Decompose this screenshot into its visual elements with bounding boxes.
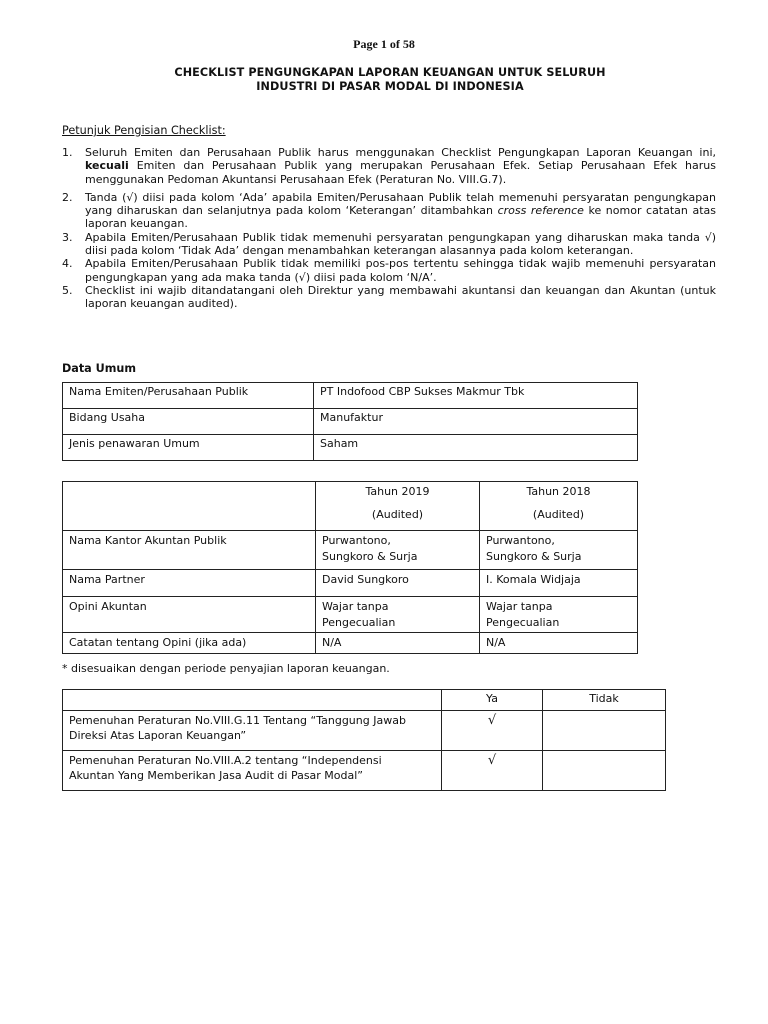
title-line-1: CHECKLIST PENGUNGKAPAN LAPORAN KEUANGAN UNTUK SELURUH: [174, 66, 606, 79]
general-info-label: Nama Emiten/Perusahaan Publik: [63, 383, 314, 409]
audit-value-2019: David Sungkoro: [316, 570, 480, 597]
audit-label: Nama Partner: [63, 570, 316, 597]
header-audited: (Audited): [532, 507, 585, 521]
cell-line: Direksi Atas Laporan Keuangan”: [69, 728, 247, 742]
audit-value-2018: I. Komala Widjaja: [480, 570, 638, 597]
instruction-text: Apabila Emiten/Perusahaan Publik tidak memenuhi persyaratan pengungkapan yang diharuskan maka tanda √) diisi pada kolom ‘Tidak Ada’ dengan menambahkan keterangan alasannya pada kolom keterangan.: [85, 230, 716, 258]
instruction-number: 4.: [62, 257, 73, 271]
instruction-italic: cross reference: [497, 204, 584, 218]
table-row: [63, 711, 666, 751]
cell-line: Sungkoro & Surja: [486, 549, 582, 563]
instruction-number: 5.: [62, 283, 73, 297]
general-info-value: Saham: [314, 435, 638, 461]
instruction-text: Checklist ini wajib ditandatangani oleh Direktur yang membawahi akuntansi dan keuangan dan Akuntan (untuk laporan keuangan audited).: [85, 283, 716, 311]
instruction-item: [62, 146, 716, 186]
ya-check-cell: √: [442, 711, 543, 751]
table-header-row: [63, 482, 638, 531]
cell-line: Pengecualian: [486, 615, 560, 629]
compliance-item: [63, 711, 442, 751]
general-info-label: Bidang Usaha: [63, 409, 314, 435]
instruction-emphasis: kecuali: [85, 159, 129, 173]
table-row: [63, 597, 638, 633]
table-header-row: [63, 690, 666, 711]
tidak-check-cell: [543, 751, 666, 791]
header-year: Tahun 2019: [365, 485, 430, 498]
cell-line: Pemenuhan Peraturan No.VIII.A.2 tentang “Independensi: [69, 754, 382, 767]
instruction-item: [62, 191, 716, 231]
document-title: [100, 66, 680, 94]
header-year: Tahun 2018: [526, 485, 591, 498]
table-row: [63, 409, 638, 435]
table-row: [63, 633, 638, 654]
instruction-item: [62, 231, 716, 258]
audit-value-2019: [316, 531, 480, 570]
cell-line: Purwantono,: [486, 534, 555, 547]
cell-line: Wajar tanpa: [486, 600, 553, 613]
audit-value-2018: N/A: [480, 633, 638, 654]
instructions-heading: Petunjuk Pengisian Checklist:: [62, 124, 226, 137]
general-info-value: Manufaktur: [314, 409, 638, 435]
general-info-table: [62, 382, 638, 461]
table-row: [63, 570, 638, 597]
audit-label: Nama Kantor Akuntan Publik: [63, 531, 316, 570]
title-line-2: INDUSTRI DI PASAR MODAL DI INDONESIA: [256, 80, 524, 93]
instruction-text: Seluruh Emiten dan Perusahaan Publik harus menggunakan Checklist Pengungkapan Laporan Keuangan ini,: [85, 146, 716, 159]
audit-label: Opini Akuntan: [63, 597, 316, 633]
instruction-item: [62, 257, 716, 284]
audit-label: Catatan tentang Opini (jika ada): [63, 633, 316, 654]
cell-line: Pemenuhan Peraturan No.VIII.G.11 Tentang “Tanggung Jawab: [69, 714, 406, 727]
instruction-number: 3.: [62, 230, 73, 244]
cell-line: Wajar tanpa: [322, 600, 389, 613]
instruction-text: ke nomor catatan atas laporan keuangan.: [85, 204, 716, 231]
instruction-number: 1.: [62, 146, 73, 159]
audit-value-2018: [480, 597, 638, 633]
audit-value-2019: [316, 597, 480, 633]
ya-check-cell: √: [442, 751, 543, 791]
general-info-value: PT Indofood CBP Sukses Makmur Tbk: [314, 383, 638, 409]
year-2018-header: [480, 482, 638, 531]
table-row: [63, 751, 666, 791]
compliance-item: [63, 751, 442, 791]
instructions-list: [62, 146, 716, 311]
instruction-number: 2.: [62, 190, 73, 204]
cell-line: Purwantono,: [322, 534, 391, 547]
general-info-label: Jenis penawaran Umum: [63, 435, 314, 461]
tidak-check-cell: [543, 711, 666, 751]
page-number: Page 1 of 58: [353, 37, 415, 51]
footnote: * disesuaikan dengan periode penyajian laporan keuangan.: [62, 662, 390, 675]
instruction-item: [62, 284, 716, 311]
audit-value-2019: N/A: [316, 633, 480, 654]
cell-line: Akuntan Yang Memberikan Jasa Audit di Pasar Modal”: [69, 768, 364, 782]
tidak-header: Tidak: [543, 690, 666, 711]
table-row: [63, 435, 638, 461]
instruction-text: Tanda (√) diisi pada kolom ‘Ada’ apabila Emiten/Perusahaan Publik telah memenuhi persyaratan pengungkapan yang diharuskan dan selanjutnya pada kolom ‘Keterangan’ ditambahkan: [85, 190, 716, 218]
ya-header: Ya: [442, 690, 543, 711]
instruction-text: Emiten dan Perusahaan Publik yang merupakan Perusahaan Efek. Setiap Perusahaan Efek harus menggunakan Pedoman Akuntansi Perusahaan Efek (Peraturan No. VIII.G.7).: [85, 159, 716, 186]
cell-line: Sungkoro & Surja: [322, 549, 418, 563]
table-row: [63, 531, 638, 570]
audit-value-2018: [480, 531, 638, 570]
audit-table: [62, 481, 638, 654]
compliance-table: [62, 689, 666, 791]
empty-header-cell: [63, 690, 442, 711]
instruction-text: Apabila Emiten/Perusahaan Publik tidak memiliki pos-pos tertentu sehingga tidak wajib memenuhi persyaratan pengungkapan yang ada maka tanda (√) diisi pada kolom ‘N/A’.: [85, 257, 716, 284]
table-row: [63, 383, 638, 409]
header-audited: (Audited): [371, 507, 424, 521]
year-2019-header: [316, 482, 480, 531]
empty-header-cell: [63, 482, 316, 531]
data-umum-heading: Data Umum: [62, 362, 136, 375]
cell-line: Pengecualian: [322, 615, 396, 629]
